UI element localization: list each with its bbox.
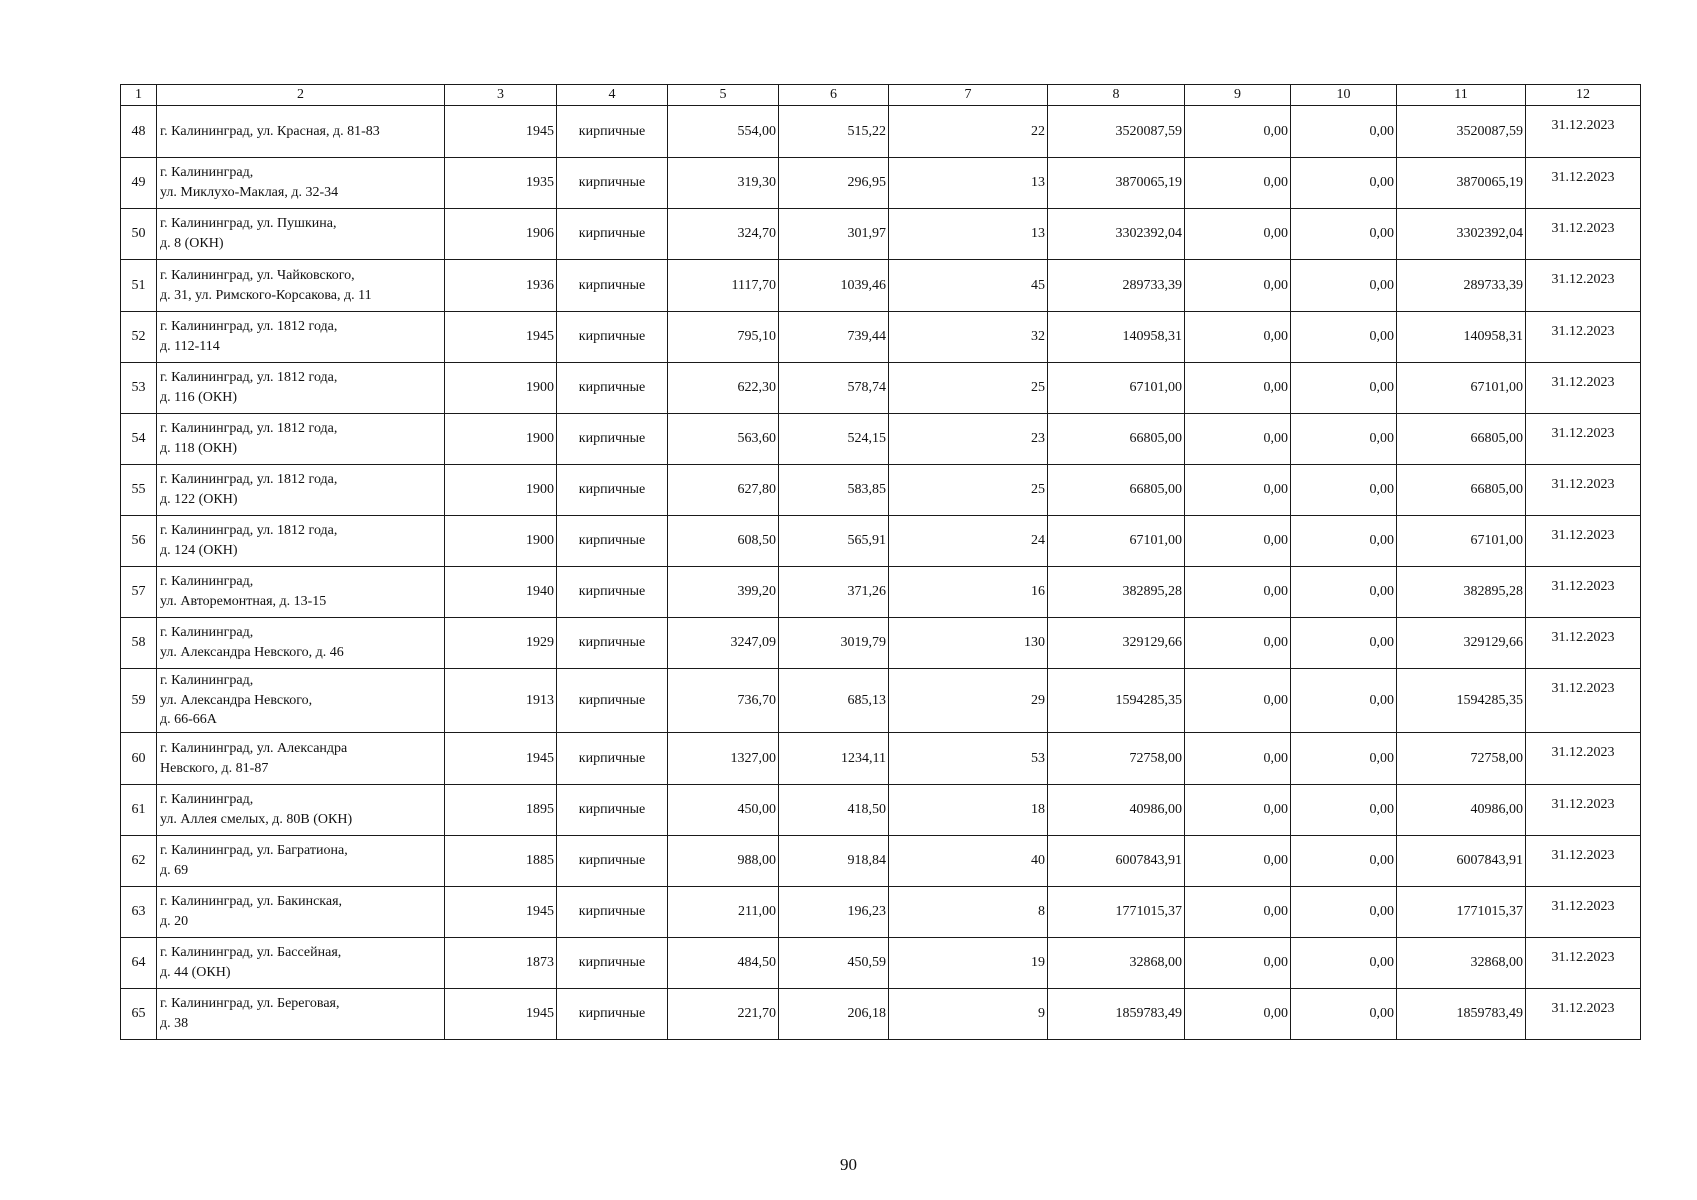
address-cell: г. Калининград, ул. 1812 года, д. 116 (ОКН): [157, 363, 445, 414]
col9-cell: 0,00: [1185, 785, 1291, 836]
col9-cell: 0,00: [1185, 106, 1291, 158]
year-cell: 1913: [445, 669, 557, 733]
table-row: [121, 363, 1641, 414]
year-cell: 1873: [445, 938, 557, 989]
col9-cell: 0,00: [1185, 567, 1291, 618]
address-cell: г. Калининград, ул. 1812 года, д. 124 (ОКН): [157, 516, 445, 567]
total-area-cell: 1117,70: [668, 260, 779, 312]
address-cell: г. Калининград, ул. Бакинская, д. 20: [157, 887, 445, 938]
address-cell: г. Калининград, ул. Аллея смелых, д. 80В (ОКН): [157, 785, 445, 836]
col9-cell: 0,00: [1185, 516, 1291, 567]
material-cell: кирпичные: [557, 209, 668, 260]
row-number: 55: [121, 465, 157, 516]
col11-cell: 32868,00: [1397, 938, 1526, 989]
year-cell: 1945: [445, 106, 557, 158]
col10-cell: 0,00: [1291, 414, 1397, 465]
address-cell: г. Калининград, ул. Александра Невского, д. 81-87: [157, 733, 445, 785]
address-cell: г. Калининград, ул. Красная, д. 81-83: [157, 106, 445, 158]
col9-cell: 0,00: [1185, 414, 1291, 465]
living-area-cell: 685,13: [779, 669, 889, 733]
col9-cell: 0,00: [1185, 158, 1291, 209]
material-cell: кирпичные: [557, 669, 668, 733]
col11-cell: 140958,31: [1397, 312, 1526, 363]
table-row: [121, 260, 1641, 312]
column-header: 6: [779, 85, 889, 106]
residents-cell: 24: [889, 516, 1048, 567]
living-area-cell: 578,74: [779, 363, 889, 414]
residents-cell: 13: [889, 209, 1048, 260]
living-area-cell: 301,97: [779, 209, 889, 260]
table-row: [121, 312, 1641, 363]
row-number: 50: [121, 209, 157, 260]
year-cell: 1900: [445, 363, 557, 414]
cost-cell: 66805,00: [1048, 465, 1185, 516]
residents-cell: 130: [889, 618, 1048, 669]
table-row: [121, 938, 1641, 989]
living-area-cell: 196,23: [779, 887, 889, 938]
col9-cell: 0,00: [1185, 887, 1291, 938]
col9-cell: 0,00: [1185, 733, 1291, 785]
table-row: [121, 465, 1641, 516]
col9-cell: 0,00: [1185, 312, 1291, 363]
col9-cell: 0,00: [1185, 618, 1291, 669]
material-cell: кирпичные: [557, 938, 668, 989]
year-cell: 1945: [445, 312, 557, 363]
cost-cell: 40986,00: [1048, 785, 1185, 836]
col10-cell: 0,00: [1291, 785, 1397, 836]
material-cell: кирпичные: [557, 465, 668, 516]
address-cell: г. Калининград, ул. Багратиона, д. 69: [157, 836, 445, 887]
col10-cell: 0,00: [1291, 158, 1397, 209]
date-cell: 31.12.2023: [1526, 567, 1641, 618]
date-cell: 31.12.2023: [1526, 887, 1641, 938]
row-number: 56: [121, 516, 157, 567]
total-area-cell: 484,50: [668, 938, 779, 989]
residents-cell: 40: [889, 836, 1048, 887]
total-area-cell: 399,20: [668, 567, 779, 618]
date-cell: 31.12.2023: [1526, 312, 1641, 363]
col10-cell: 0,00: [1291, 887, 1397, 938]
col10-cell: 0,00: [1291, 516, 1397, 567]
col11-cell: 289733,39: [1397, 260, 1526, 312]
column-header: 12: [1526, 85, 1641, 106]
column-header: 11: [1397, 85, 1526, 106]
row-number: 61: [121, 785, 157, 836]
cost-cell: 140958,31: [1048, 312, 1185, 363]
col9-cell: 0,00: [1185, 938, 1291, 989]
living-area-cell: 1039,46: [779, 260, 889, 312]
row-number: 49: [121, 158, 157, 209]
row-number: 57: [121, 567, 157, 618]
table-row: [121, 989, 1641, 1040]
col11-cell: 67101,00: [1397, 363, 1526, 414]
address-cell: г. Калининград, ул. Миклухо-Маклая, д. 32-34: [157, 158, 445, 209]
col11-cell: 66805,00: [1397, 414, 1526, 465]
table-row: [121, 209, 1641, 260]
residents-cell: 29: [889, 669, 1048, 733]
column-header: 3: [445, 85, 557, 106]
residents-cell: 22: [889, 106, 1048, 158]
address-cell: г. Калининград, ул. Авторемонтная, д. 13-15: [157, 567, 445, 618]
year-cell: 1935: [445, 158, 557, 209]
column-header: 2: [157, 85, 445, 106]
col11-cell: 382895,28: [1397, 567, 1526, 618]
col10-cell: 0,00: [1291, 618, 1397, 669]
total-area-cell: 3247,09: [668, 618, 779, 669]
total-area-cell: 1327,00: [668, 733, 779, 785]
col10-cell: 0,00: [1291, 989, 1397, 1040]
table-row: [121, 836, 1641, 887]
residents-cell: 8: [889, 887, 1048, 938]
residents-cell: 18: [889, 785, 1048, 836]
total-area-cell: 324,70: [668, 209, 779, 260]
date-cell: 31.12.2023: [1526, 158, 1641, 209]
col9-cell: 0,00: [1185, 363, 1291, 414]
table-row: [121, 669, 1641, 733]
column-number-row: [121, 85, 1641, 106]
living-area-cell: 3019,79: [779, 618, 889, 669]
address-cell: г. Калининград, ул. Александра Невского, д. 66-66А: [157, 669, 445, 733]
living-area-cell: 515,22: [779, 106, 889, 158]
col10-cell: 0,00: [1291, 836, 1397, 887]
address-cell: г. Калининград, ул. Бассейная, д. 44 (ОКН): [157, 938, 445, 989]
total-area-cell: 795,10: [668, 312, 779, 363]
row-number: 60: [121, 733, 157, 785]
year-cell: 1900: [445, 516, 557, 567]
column-header: 8: [1048, 85, 1185, 106]
total-area-cell: 554,00: [668, 106, 779, 158]
residents-cell: 53: [889, 733, 1048, 785]
total-area-cell: 319,30: [668, 158, 779, 209]
table-body: [121, 106, 1641, 1040]
row-number: 53: [121, 363, 157, 414]
year-cell: 1945: [445, 989, 557, 1040]
col10-cell: 0,00: [1291, 733, 1397, 785]
year-cell: 1936: [445, 260, 557, 312]
residents-cell: 45: [889, 260, 1048, 312]
living-area-cell: 565,91: [779, 516, 889, 567]
col11-cell: 6007843,91: [1397, 836, 1526, 887]
year-cell: 1929: [445, 618, 557, 669]
row-number: 58: [121, 618, 157, 669]
date-cell: 31.12.2023: [1526, 618, 1641, 669]
date-cell: 31.12.2023: [1526, 209, 1641, 260]
table-row: [121, 106, 1641, 158]
row-number: 62: [121, 836, 157, 887]
row-number: 51: [121, 260, 157, 312]
column-header: 9: [1185, 85, 1291, 106]
col11-cell: 3302392,04: [1397, 209, 1526, 260]
table-row: [121, 887, 1641, 938]
cost-cell: 329129,66: [1048, 618, 1185, 669]
material-cell: кирпичные: [557, 887, 668, 938]
cost-cell: 3870065,19: [1048, 158, 1185, 209]
table-row: [121, 785, 1641, 836]
col11-cell: 329129,66: [1397, 618, 1526, 669]
col10-cell: 0,00: [1291, 567, 1397, 618]
row-number: 63: [121, 887, 157, 938]
date-cell: 31.12.2023: [1526, 516, 1641, 567]
total-area-cell: 622,30: [668, 363, 779, 414]
col10-cell: 0,00: [1291, 363, 1397, 414]
cost-cell: 72758,00: [1048, 733, 1185, 785]
cost-cell: 1594285,35: [1048, 669, 1185, 733]
col9-cell: 0,00: [1185, 209, 1291, 260]
living-area-cell: 739,44: [779, 312, 889, 363]
residents-cell: 23: [889, 414, 1048, 465]
date-cell: 31.12.2023: [1526, 989, 1641, 1040]
col11-cell: 1594285,35: [1397, 669, 1526, 733]
cost-cell: 3520087,59: [1048, 106, 1185, 158]
residents-cell: 13: [889, 158, 1048, 209]
cost-cell: 6007843,91: [1048, 836, 1185, 887]
total-area-cell: 608,50: [668, 516, 779, 567]
total-area-cell: 211,00: [668, 887, 779, 938]
year-cell: 1945: [445, 887, 557, 938]
date-cell: 31.12.2023: [1526, 414, 1641, 465]
material-cell: кирпичные: [557, 312, 668, 363]
cost-cell: 67101,00: [1048, 516, 1185, 567]
row-number: 65: [121, 989, 157, 1040]
date-cell: 31.12.2023: [1526, 785, 1641, 836]
table-row: [121, 414, 1641, 465]
column-header: 1: [121, 85, 157, 106]
col11-cell: 67101,00: [1397, 516, 1526, 567]
page-number: 90: [840, 1155, 857, 1174]
table-row: [121, 158, 1641, 209]
date-cell: 31.12.2023: [1526, 363, 1641, 414]
col11-cell: 3870065,19: [1397, 158, 1526, 209]
cost-cell: 1771015,37: [1048, 887, 1185, 938]
year-cell: 1885: [445, 836, 557, 887]
total-area-cell: 221,70: [668, 989, 779, 1040]
col10-cell: 0,00: [1291, 260, 1397, 312]
material-cell: кирпичные: [557, 733, 668, 785]
col9-cell: 0,00: [1185, 465, 1291, 516]
col11-cell: 1859783,49: [1397, 989, 1526, 1040]
date-cell: 31.12.2023: [1526, 669, 1641, 733]
residents-cell: 25: [889, 363, 1048, 414]
cost-cell: 289733,39: [1048, 260, 1185, 312]
residents-cell: 19: [889, 938, 1048, 989]
residents-cell: 25: [889, 465, 1048, 516]
material-cell: кирпичные: [557, 414, 668, 465]
living-area-cell: 918,84: [779, 836, 889, 887]
residents-cell: 16: [889, 567, 1048, 618]
col10-cell: 0,00: [1291, 465, 1397, 516]
date-cell: 31.12.2023: [1526, 938, 1641, 989]
cost-cell: 67101,00: [1048, 363, 1185, 414]
col11-cell: 3520087,59: [1397, 106, 1526, 158]
table-row: [121, 567, 1641, 618]
col10-cell: 0,00: [1291, 209, 1397, 260]
table-row: [121, 618, 1641, 669]
material-cell: кирпичные: [557, 567, 668, 618]
row-number: 52: [121, 312, 157, 363]
living-area-cell: 1234,11: [779, 733, 889, 785]
date-cell: 31.12.2023: [1526, 106, 1641, 158]
total-area-cell: 736,70: [668, 669, 779, 733]
date-cell: 31.12.2023: [1526, 465, 1641, 516]
col9-cell: 0,00: [1185, 836, 1291, 887]
total-area-cell: 563,60: [668, 414, 779, 465]
year-cell: 1940: [445, 567, 557, 618]
living-area-cell: 371,26: [779, 567, 889, 618]
material-cell: кирпичные: [557, 618, 668, 669]
table-row: [121, 516, 1641, 567]
col10-cell: 0,00: [1291, 106, 1397, 158]
living-area-cell: 583,85: [779, 465, 889, 516]
housing-table: [120, 84, 1641, 1040]
table-row: [121, 733, 1641, 785]
col9-cell: 0,00: [1185, 669, 1291, 733]
column-header: 10: [1291, 85, 1397, 106]
column-header: 4: [557, 85, 668, 106]
residents-cell: 9: [889, 989, 1048, 1040]
address-cell: г. Калининград, ул. Александра Невского, д. 46: [157, 618, 445, 669]
cost-cell: 32868,00: [1048, 938, 1185, 989]
column-header: 5: [668, 85, 779, 106]
living-area-cell: 296,95: [779, 158, 889, 209]
col11-cell: 1771015,37: [1397, 887, 1526, 938]
material-cell: кирпичные: [557, 785, 668, 836]
living-area-cell: 418,50: [779, 785, 889, 836]
year-cell: 1900: [445, 414, 557, 465]
cost-cell: 3302392,04: [1048, 209, 1185, 260]
living-area-cell: 524,15: [779, 414, 889, 465]
material-cell: кирпичные: [557, 516, 668, 567]
col10-cell: 0,00: [1291, 669, 1397, 733]
total-area-cell: 627,80: [668, 465, 779, 516]
year-cell: 1945: [445, 733, 557, 785]
material-cell: кирпичные: [557, 363, 668, 414]
address-cell: г. Калининград, ул. 1812 года, д. 118 (ОКН): [157, 414, 445, 465]
address-cell: г. Калининград, ул. Чайковского, д. 31, ул. Римского-Корсакова, д. 11: [157, 260, 445, 312]
total-area-cell: 450,00: [668, 785, 779, 836]
residents-cell: 32: [889, 312, 1048, 363]
row-number: 59: [121, 669, 157, 733]
cost-cell: 382895,28: [1048, 567, 1185, 618]
living-area-cell: 206,18: [779, 989, 889, 1040]
address-cell: г. Калининград, ул. Пушкина, д. 8 (ОКН): [157, 209, 445, 260]
row-number: 64: [121, 938, 157, 989]
row-number: 54: [121, 414, 157, 465]
living-area-cell: 450,59: [779, 938, 889, 989]
col10-cell: 0,00: [1291, 938, 1397, 989]
column-header: 7: [889, 85, 1048, 106]
row-number: 48: [121, 106, 157, 158]
year-cell: 1895: [445, 785, 557, 836]
material-cell: кирпичные: [557, 260, 668, 312]
col9-cell: 0,00: [1185, 989, 1291, 1040]
material-cell: кирпичные: [557, 836, 668, 887]
col11-cell: 66805,00: [1397, 465, 1526, 516]
col11-cell: 40986,00: [1397, 785, 1526, 836]
date-cell: 31.12.2023: [1526, 260, 1641, 312]
cost-cell: 1859783,49: [1048, 989, 1185, 1040]
material-cell: кирпичные: [557, 989, 668, 1040]
year-cell: 1906: [445, 209, 557, 260]
address-cell: г. Калининград, ул. Береговая, д. 38: [157, 989, 445, 1040]
col11-cell: 72758,00: [1397, 733, 1526, 785]
col10-cell: 0,00: [1291, 312, 1397, 363]
material-cell: кирпичные: [557, 106, 668, 158]
date-cell: 31.12.2023: [1526, 836, 1641, 887]
date-cell: 31.12.2023: [1526, 733, 1641, 785]
year-cell: 1900: [445, 465, 557, 516]
cost-cell: 66805,00: [1048, 414, 1185, 465]
col9-cell: 0,00: [1185, 260, 1291, 312]
material-cell: кирпичные: [557, 158, 668, 209]
address-cell: г. Калининград, ул. 1812 года, д. 122 (ОКН): [157, 465, 445, 516]
address-cell: г. Калининград, ул. 1812 года, д. 112-114: [157, 312, 445, 363]
total-area-cell: 988,00: [668, 836, 779, 887]
